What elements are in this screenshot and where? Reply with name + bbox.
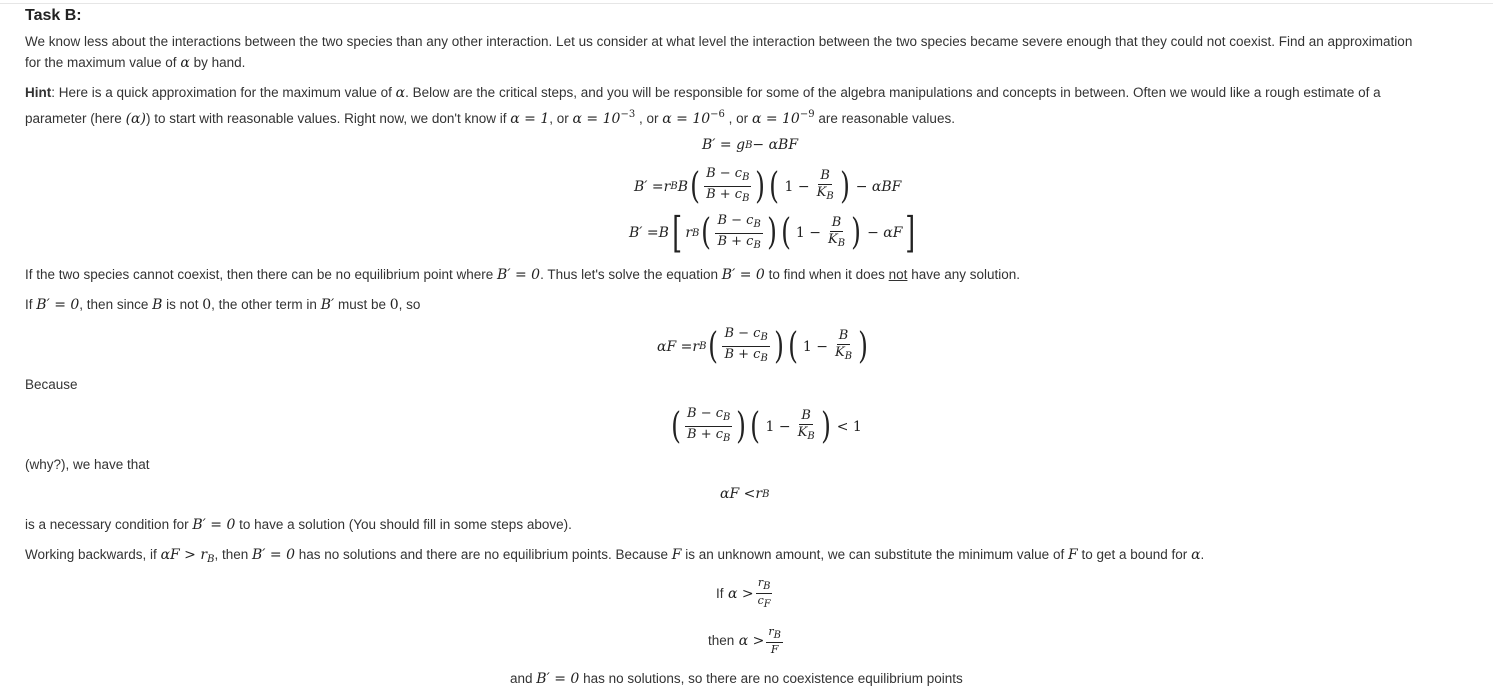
- equation-growth-minus-predation: B′ = g B − αBF: [702, 137, 799, 153]
- equation-expanded: B′ = r B B ( $\frac{B - c_B}{B + c_B}$ ) ( 1 − $\frac{B}{K_B}$ ) − αBF: [634, 165, 902, 207]
- intro-line-2: for the maximum value of α by hand.: [25, 55, 246, 71]
- equation-then-alpha-bound: then α > $\frac{rB}{F}$: [708, 625, 781, 656]
- paragraph-necessary-condition: is a necessary condition for B′ = 0 to have a solution (You should fill in some steps above).: [25, 517, 572, 533]
- paragraph-no-equilibrium: If the two species cannot coexist, then there can be no equilibrium point where B′ = 0. Thus let's solve the equation B′ = 0 to find when it does not have any solution.: [25, 267, 1021, 283]
- equation-if-alpha-bound: If α > $\frac{rB}{cF}$: [716, 576, 771, 610]
- top-divider: [0, 3, 1493, 4]
- why-line: (why?), we have that: [25, 457, 150, 472]
- hint-line-1: Hint: Here is a quick approximation for the maximum value of α. Below are the critical steps, and you will be responsible for some of the algebra manipulations and concepts in between. Often we would like a rough estimate of a: [25, 85, 1381, 101]
- intro-line-1: We know less about the interactions between the two species than any other interaction. Let us consider at what level the interaction between the two species became severe enough that they could not coexist. Find an approximation: [25, 34, 1413, 49]
- paragraph-if-zero: If B′ = 0, then since B is not 0, the other term in B′ must be 0, so: [25, 297, 421, 313]
- task-title: Task B:: [25, 7, 82, 24]
- paragraph-working-backwards: Working backwards, if $\alpha F > r_B$, then B′ = 0 has no solutions and there are no equilibrium points. Because F is an unknown amount, we can substitute the minimum value of F to get a bound for α.: [25, 547, 1205, 565]
- final-conclusion: and B′ = 0 has no solutions, so there are no coexistence equilibrium points: [510, 671, 963, 687]
- because-label: Because: [25, 377, 78, 392]
- equation-alpha-F-less-rB: αF < r B: [720, 486, 770, 502]
- equation-alpha-F: αF = r B ( $\frac{B - c_B}{B + c_B}$ ) ( 1 − $\frac{B}{K_B}$ ): [657, 325, 869, 367]
- hint-line-2: parameter (here (α)) to start with reasonable values. Right now, we don't know if α = 1, or $\alpha = 10^{-3}$ , or $\alpha = 10^{-6}$ , or $\alpha = 10^{-9}$ are reasonable values.: [25, 109, 955, 127]
- hint-label: Hint: [25, 85, 52, 100]
- equation-less-than-one: ( $\frac{B - c_B}{B + c_B}$ ) ( 1 − $\frac{B}{K_B}$ ) < 1: [671, 405, 862, 447]
- equation-factored: B′ = B [ r B ( $\frac{B - c_B}{B + c_B}$ ) ( 1 − $\frac{B}{K_B}$ ) − αF ]: [629, 208, 916, 257]
